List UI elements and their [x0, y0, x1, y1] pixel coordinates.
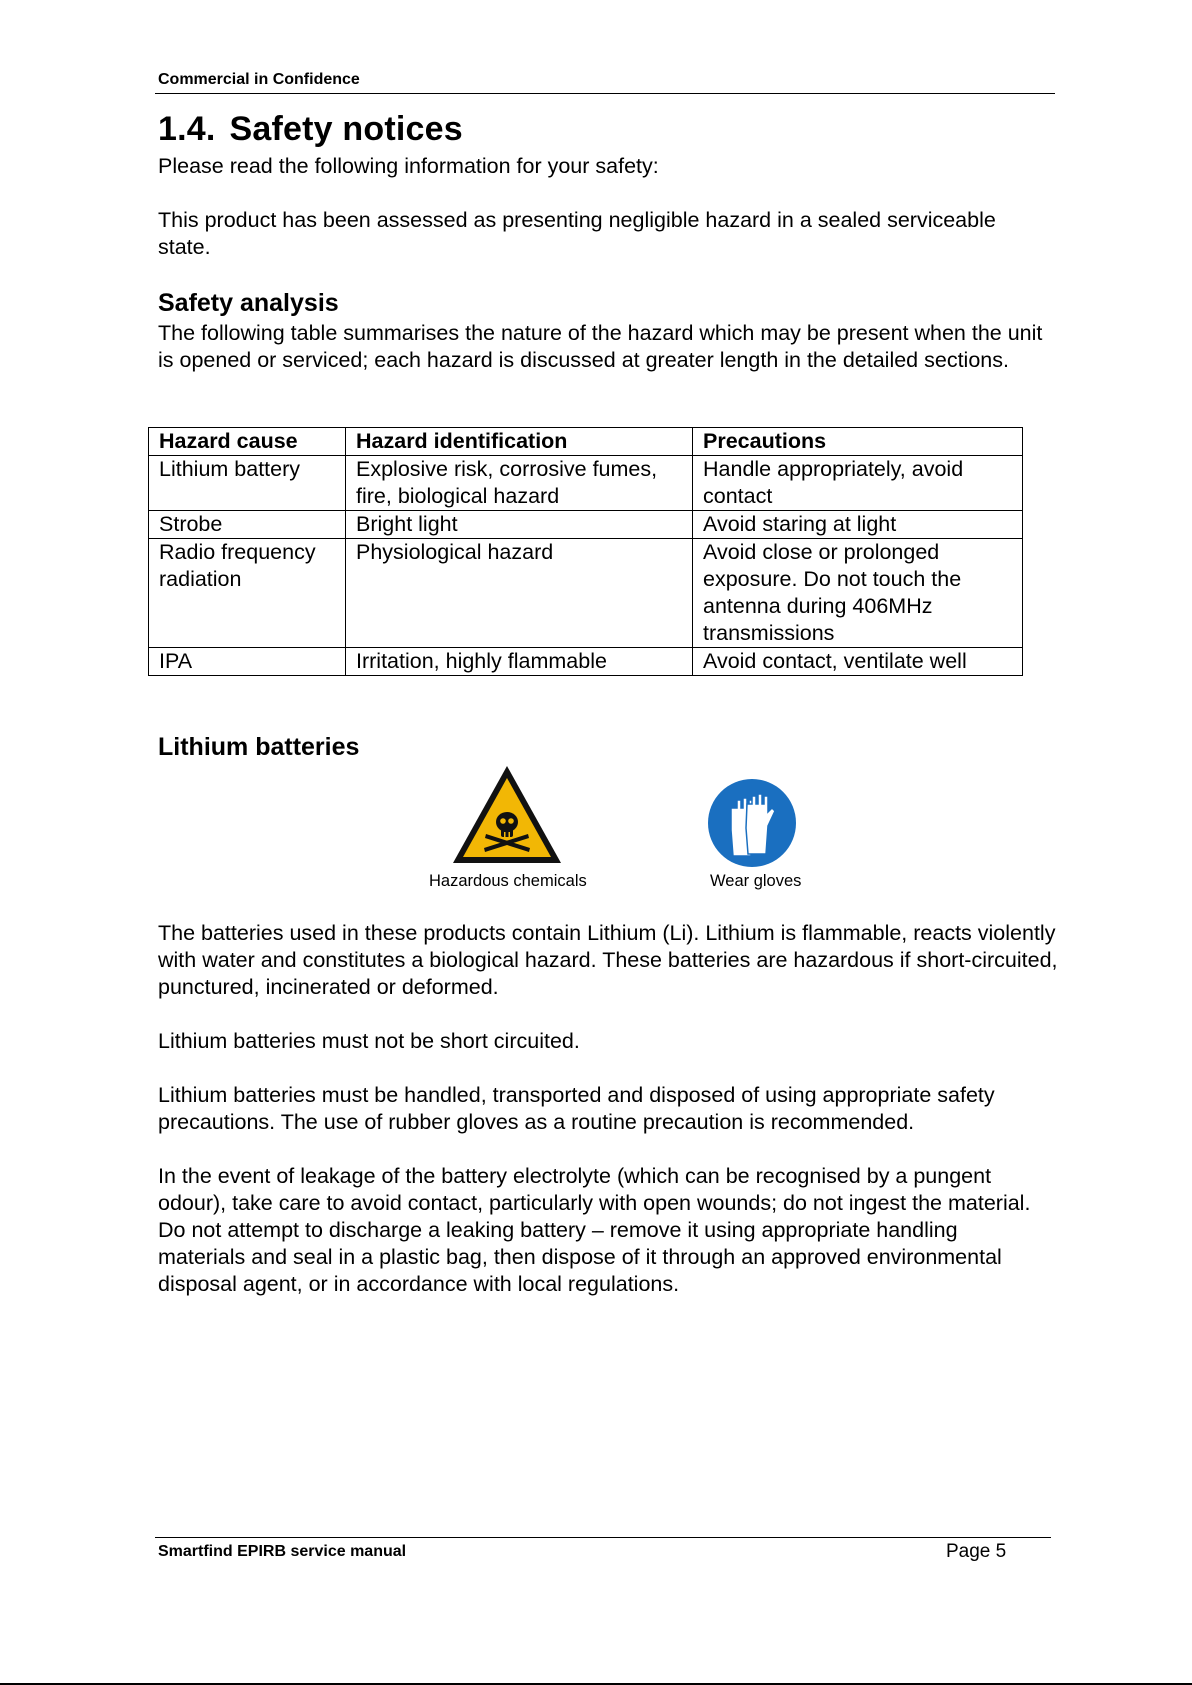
- table-cell: Avoid close or prolonged exposure. Do not touch the antenna during 406MHz transmissions: [693, 539, 1023, 648]
- hazardous-chemicals-caption: Hazardous chemicals: [429, 872, 587, 890]
- table-cell: Lithium battery: [149, 456, 346, 511]
- table-cell: Irritation, highly flammable: [346, 648, 693, 676]
- assessment-paragraph: This product has been assessed as presenting negligible hazard in a sealed serviceable state.: [158, 208, 996, 259]
- hazard-table-header-row: [149, 428, 1023, 456]
- table-row: [149, 456, 1023, 511]
- safety-analysis-heading: Safety analysis: [158, 289, 339, 317]
- lithium-paragraph-1: The batteries used in these products contain Lithium (Li). Lithium is flammable, reacts violently with water and constitutes a biological hazard. These batteries are hazardous if short-circuited, punctured, incinerated or deformed.: [158, 921, 1058, 999]
- table-cell: Strobe: [149, 511, 346, 539]
- section-title: Safety notices: [229, 110, 463, 148]
- column-header-precautions: Precautions: [693, 428, 1023, 456]
- table-cell: Avoid contact, ventilate well: [693, 648, 1023, 676]
- column-header-hazard-cause: Hazard cause: [149, 428, 346, 456]
- table-row: [149, 648, 1023, 676]
- footer-manual-title: Smartfind EPIRB service manual: [158, 1543, 407, 1560]
- table-cell: Radio frequency radiation: [149, 539, 346, 648]
- table-cell: Handle appropriately, avoid contact: [693, 456, 1023, 511]
- intro-paragraph: Please read the following information for your safety:: [158, 154, 659, 178]
- lithium-paragraph-2: Lithium batteries must not be short circuited.: [158, 1029, 580, 1053]
- lithium-paragraph-4: In the event of leakage of the battery electrolyte (which can be recognised by a pungent odour), take care to avoid contact, particularly with open wounds; do not ingest the material. Do not attempt to discharge a leaking battery – remove it using appropriate handling materials and seal in a plastic bag, then dispose of it through an approved environmental disposal agent, or in accordance with local regulations.: [158, 1164, 1031, 1296]
- safety-analysis-paragraph: The following table summarises the nature of the hazard which may be present when the unit is opened or serviced; each hazard is discussed at greater length in the detailed sections.: [158, 321, 1043, 372]
- column-header-hazard-identification: Hazard identification: [346, 428, 693, 456]
- table-row: [149, 511, 1023, 539]
- header-rule: [155, 93, 1055, 94]
- lithium-paragraph-3: Lithium batteries must be handled, transported and disposed of using appropriate safety precautions. The use of rubber gloves as a routine precaution is recommended.: [158, 1083, 995, 1134]
- footer-rule: [155, 1537, 1051, 1538]
- hazard-table: [148, 427, 1023, 676]
- hazardous-chemicals-icon: [451, 764, 563, 866]
- table-cell: Physiological hazard: [346, 539, 693, 648]
- wear-gloves-icon: [707, 778, 797, 868]
- section-heading: [158, 110, 463, 149]
- table-cell: Bright light: [346, 511, 693, 539]
- table-cell: IPA: [149, 648, 346, 676]
- confidentiality-header: Commercial in Confidence: [158, 71, 360, 88]
- footer-page-number: Page 5: [946, 1541, 1007, 1562]
- table-cell: Avoid staring at light: [693, 511, 1023, 539]
- lithium-batteries-heading: Lithium batteries: [158, 733, 360, 761]
- section-number: 1.4.: [158, 110, 216, 148]
- table-row: [149, 539, 1023, 648]
- wear-gloves-caption: Wear gloves: [710, 872, 802, 890]
- table-cell: Explosive risk, corrosive fumes, fire, biological hazard: [346, 456, 693, 511]
